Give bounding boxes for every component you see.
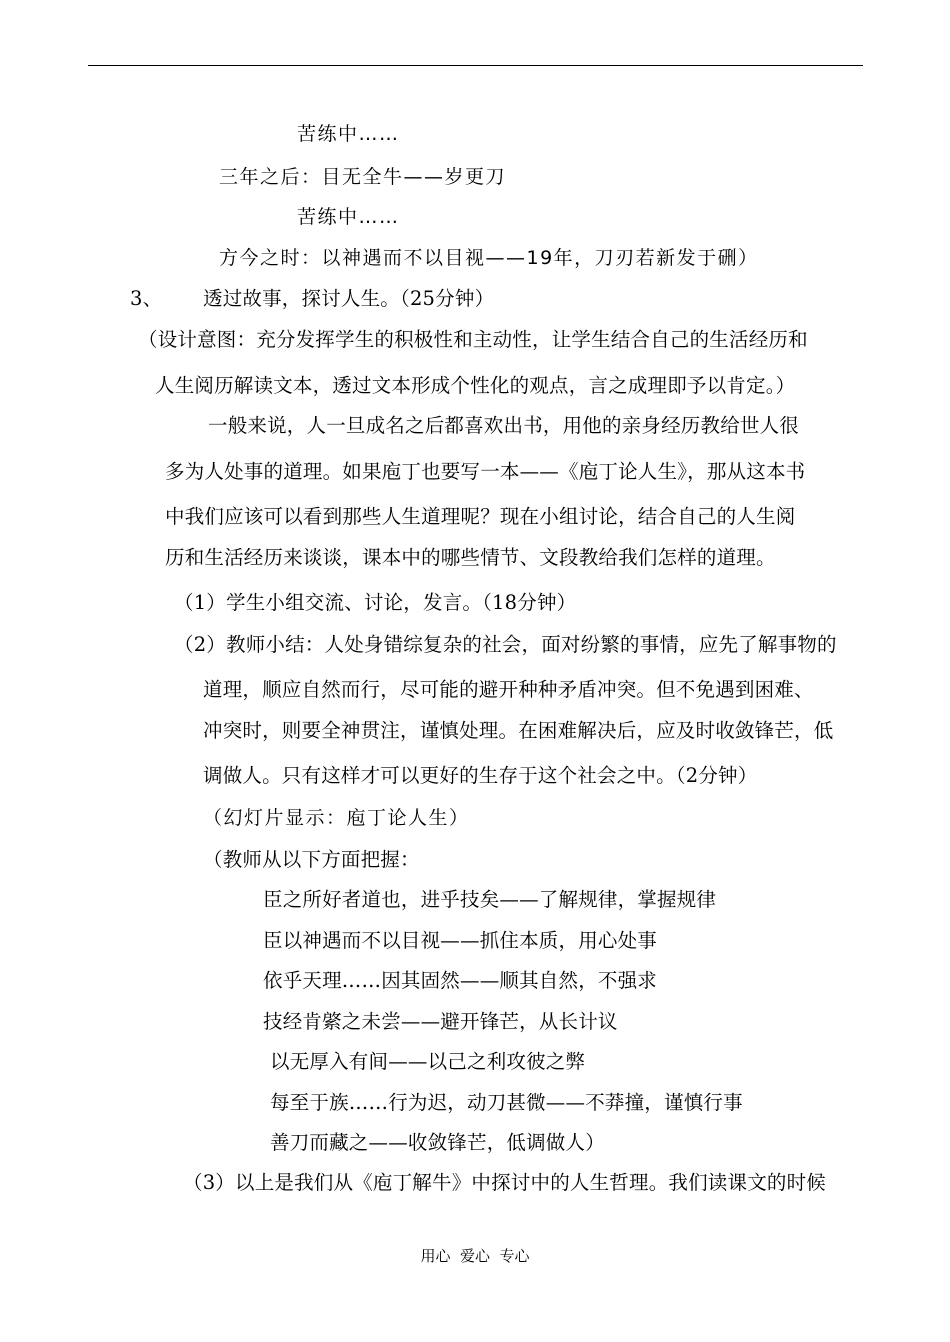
- text-line: 三年之后：目无全牛——岁更刀: [219, 166, 507, 188]
- text-line: 人生阅历解读文本，透过文本形成个性化的观点，言之成理即予以肯定。）: [155, 374, 796, 397]
- text-line: 臣以神遇而不以目视——抓住本质，用心处事: [263, 929, 658, 952]
- text-line: （设计意图：充分发挥学生的积极性和主动性，让学生结合自己的生活经历和: [138, 328, 808, 351]
- text-line: 一般来说，人一旦成名之后都喜欢出书，用他的亲身经历教给世人很: [208, 414, 800, 437]
- section-heading: 透过故事，探讨人生。（25分钟）: [203, 287, 495, 310]
- text-line: 善刀而藏之——收敛锋芒，低调做人）: [270, 1131, 605, 1154]
- text-line: 技经肯綮之未尝——避开锋芒，从长计议: [263, 1010, 618, 1033]
- text-line: 苦练中……: [297, 123, 400, 145]
- text-line: （教师从以下方面把握：: [203, 848, 420, 871]
- text-line: 调做人。只有这样才可以更好的生存于这个社会之中。（2分钟）: [203, 764, 758, 787]
- text-line: （3）以上是我们从《庖丁解牛》中探讨中的人生哲理。我们读课文的时候: [183, 1171, 827, 1194]
- text-line: （幻灯片显示：庖丁论人生）: [203, 807, 470, 829]
- text-line: 中我们应该可以看到那些人生道理呢？现在小组讨论，结合自己的人生阅: [165, 505, 796, 528]
- text-line: 苦练中……: [297, 206, 400, 228]
- text-line: 历和生活经历来谈谈，课本中的哪些情节、文段教给我们怎样的道理。: [165, 546, 776, 569]
- section-number: 3、: [130, 287, 163, 310]
- text-line: 道理，顺应自然而行，尽可能的避开种种矛盾冲突。但不免遇到困难、: [203, 678, 814, 701]
- text-line: 每至于族……行为迟，动刀甚微——不莽撞，谨慎行事: [270, 1091, 743, 1114]
- text-line: 臣之所好者道也，进乎技矣——了解规律，掌握规律: [263, 888, 717, 911]
- header-rule: [88, 65, 863, 66]
- text-line: 多为人处事的道理。如果庖丁也要写一本——《庖丁论人生》，那从这本书: [165, 460, 806, 483]
- text-line: 以无厚入有间——以己之利攻彼之弊: [270, 1050, 586, 1073]
- text-line: 冲突时，则要全神贯注，谨慎处理。在困难解决后，应及时收敛锋芒，低: [203, 719, 834, 742]
- page-footer: 用心 爱心 专心: [420, 1247, 530, 1265]
- text-line: （2）教师小结：人处身错综复杂的社会，面对纷繁的事情，应先了解事物的: [174, 633, 837, 656]
- text-line: 方今之时：以神遇而不以目视——19年，刀刃若新发于硎）: [219, 247, 759, 269]
- text-line: 依乎天理……因其固然——顺其自然，不强求: [263, 969, 658, 992]
- text-line: （1）学生小组交流、讨论，发言。（18分钟）: [174, 591, 577, 614]
